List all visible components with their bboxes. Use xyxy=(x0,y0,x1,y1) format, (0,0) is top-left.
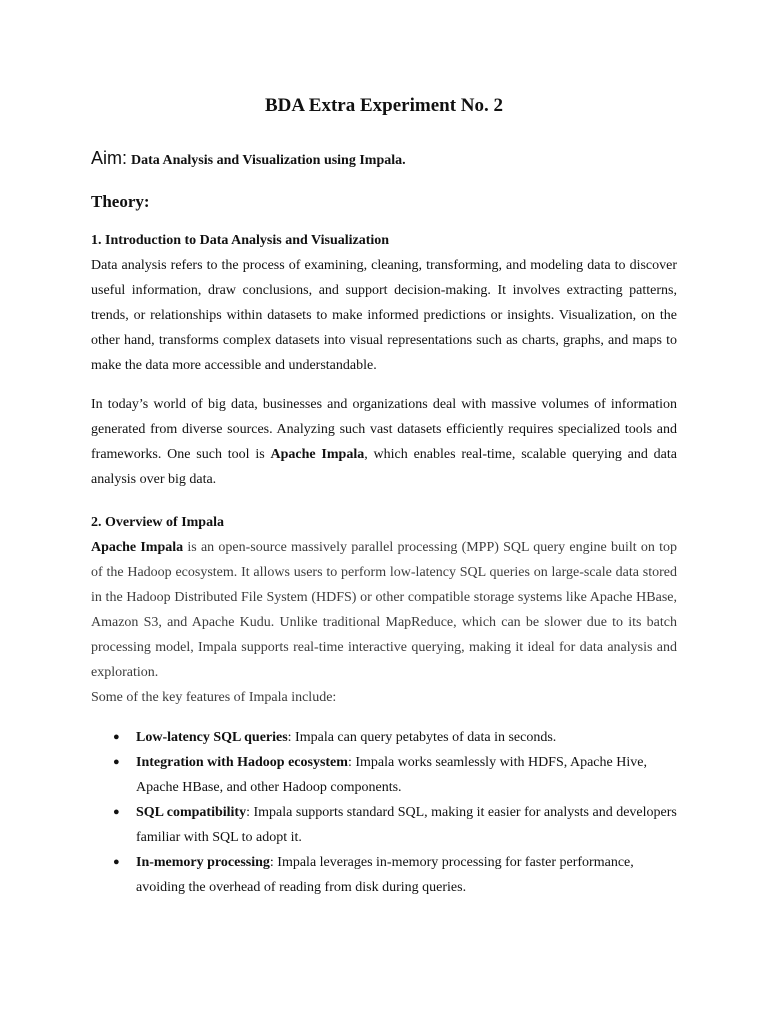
document-title: BDA Extra Experiment No. 2 xyxy=(264,95,503,116)
aim-label: Aim: xyxy=(91,148,127,168)
feature-description: : Impala works seamlessly with HDFS, Apache Hive, Apache HBase, and other Hadoop components. xyxy=(136,755,647,795)
feature-term: In-memory processing xyxy=(136,855,270,870)
section-heading-overview: 2. Overview of Impala xyxy=(91,515,224,530)
overview-paragraph-text: is an open-source massively parallel processing (MPP) SQL query engine built on top of the Hadoop ecosystem. It allows users to perform low-latency SQL queries on large-scale data stored in the Hadoop Distributed File System (HDFS) or other compatible storage systems like Apache HBase, Amazon S3, and Apache Kudu. Unlike traditional MapReduce, which can be slower due to its batch processing model, Impala supports real-time interactive querying, making it ideal for data analysis and exploration. xyxy=(91,540,677,680)
section-overview xyxy=(91,510,677,710)
list-item xyxy=(91,750,677,800)
theory-heading: Theory: xyxy=(91,192,150,211)
intro-paragraph-1: Data analysis refers to the process of examining, cleaning, transforming, and modeling data to discover useful information, draw conclusions, and support decision-making. It involves extracting patterns, trends, or relationships within datasets to make informed predictions or insights. Visualization, on the other hand, transforms complex datasets into visual representations such as charts, graphs, and maps to make the data more accessible and understandable. xyxy=(91,258,677,373)
features-list xyxy=(91,725,677,900)
aim-text: Data Analysis and Visualization using Impala. xyxy=(131,153,406,168)
bullet-icon: ● xyxy=(113,856,120,868)
section-heading-introduction: 1. Introduction to Data Analysis and Visualization xyxy=(91,233,390,248)
list-item xyxy=(91,800,677,850)
feature-description: : Impala can query petabytes of data in seconds. xyxy=(287,730,557,745)
feature-term: Low-latency SQL queries xyxy=(136,730,288,745)
section-introduction-continued xyxy=(91,392,677,492)
section-introduction xyxy=(91,228,677,378)
feature-term: SQL compatibility xyxy=(136,805,247,820)
bullet-icon: ● xyxy=(113,806,120,818)
overview-paragraph xyxy=(91,535,677,685)
feature-term: Integration with Hadoop ecosystem xyxy=(136,755,348,770)
feature-description: : Impala leverages in-memory processing for faster performance, avoiding the overhead of reading from disk during queries. xyxy=(136,855,634,895)
bullet-icon: ● xyxy=(113,731,120,743)
intro-paragraph-2-end: , which enables real-time, scalable querying and data analysis over big data. xyxy=(91,447,677,487)
overview-apache-impala: Apache Impala xyxy=(91,540,184,555)
intro-paragraph-2 xyxy=(91,392,677,492)
feature-description: : Impala supports standard SQL, making it easier for analysts and developers familiar with SQL to adopt it. xyxy=(136,805,677,845)
aim-line xyxy=(91,146,677,173)
bullet-icon: ● xyxy=(113,756,120,768)
list-item xyxy=(91,725,677,750)
apache-impala-emphasis: Apache Impala xyxy=(270,447,365,462)
features-intro: Some of the key features of Impala include: xyxy=(91,690,337,705)
intro-paragraph-2-start: In today’s world of big data, businesses and organizations deal with massive volumes of information generated from diverse sources. Analyzing such vast datasets efficiently requires specialized tools and frameworks. One such tool is xyxy=(91,397,677,462)
list-item xyxy=(91,850,677,900)
